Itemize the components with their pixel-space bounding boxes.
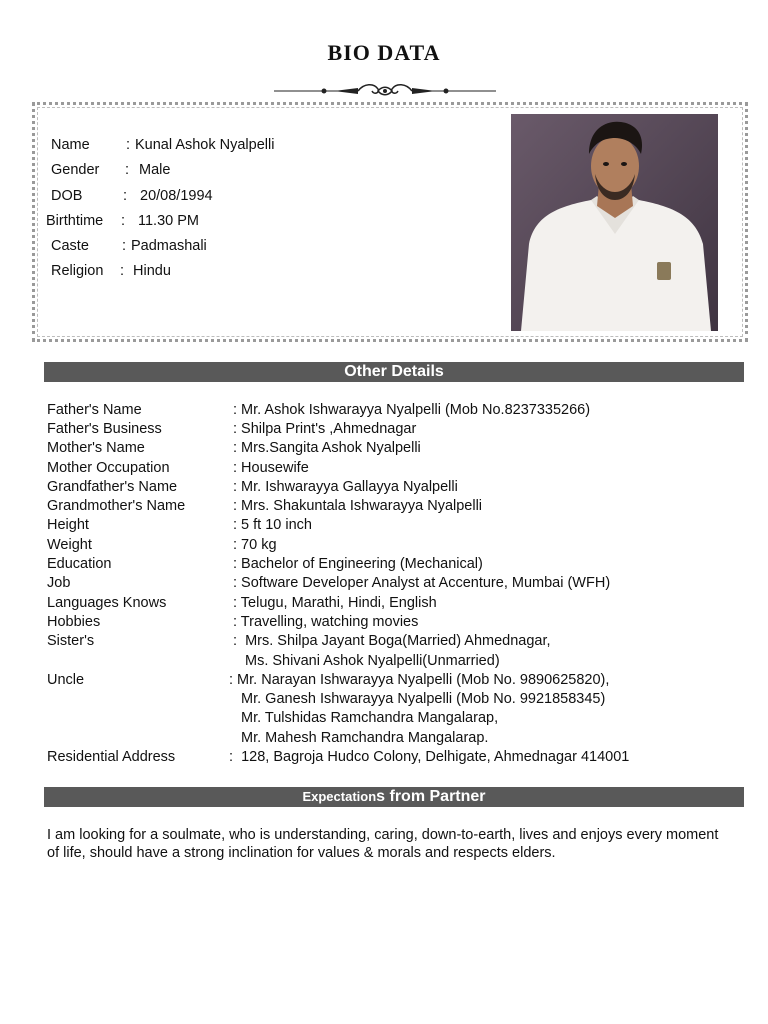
detail-label: Grandfather's Name — [47, 479, 178, 495]
detail-value: : 70 kg — [233, 537, 277, 553]
expectations-heading-part1: Expectation — [302, 789, 377, 804]
detail-value: : Mr. Ashok Ishwarayya Nyalpelli (Mob No.8237335266) — [233, 402, 591, 418]
detail-label: Height — [47, 517, 89, 533]
detail-label: Mother's Name — [47, 440, 145, 456]
detail-value: : Bachelor of Engineering (Mechanical) — [233, 556, 483, 572]
detail-value: : Shilpa Print's ,Ahmednagar — [233, 421, 417, 437]
profile-photo — [511, 114, 718, 331]
personal-caste-value: Padmashali — [131, 238, 207, 254]
ornamental-divider-icon — [274, 80, 496, 102]
personal-name-value: Kunal Ashok Nyalpelli — [135, 137, 275, 153]
personal-gender-value: Male — [139, 162, 171, 178]
detail-value: : Housewife — [233, 460, 309, 476]
personal-name-label: Name — [51, 137, 90, 153]
uncle-label: Uncle — [47, 672, 85, 688]
sisters-line: Ms. Shivani Ashok Nyalpelli(Unmarried) — [245, 653, 500, 669]
personal-birthtime-label: Birthtime — [46, 213, 104, 229]
detail-label: Hobbies — [47, 614, 101, 630]
uncle-line: Mr. Tulshidas Ramchandra Mangalarap, — [241, 710, 499, 726]
personal-dob-label: DOB — [51, 188, 83, 204]
detail-label: Mother Occupation — [47, 460, 170, 476]
personal-religion-value: Hindu — [133, 263, 171, 279]
detail-value: : Software Developer Analyst at Accenture, Mumbai (WFH) — [233, 575, 611, 591]
detail-value: : Telugu, Marathi, Hindi, English — [233, 595, 437, 611]
sisters-line: : Mrs. Shilpa Jayant Boga(Married) Ahmednagar, — [233, 633, 551, 649]
personal-religion-sep: : — [120, 263, 125, 279]
detail-label: Father's Name — [47, 402, 142, 418]
personal-gender-label: Gender — [51, 162, 100, 178]
detail-label: Languages Knows — [47, 595, 167, 611]
personal-caste-label: Caste — [51, 238, 89, 254]
other-details-heading: Other Details — [44, 362, 744, 382]
personal-birthtime-sep: : — [121, 213, 126, 229]
detail-value: : Mrs.Sangita Ashok Nyalpelli — [233, 440, 421, 456]
uncle-line: : Mr. Narayan Ishwarayya Nyalpelli (Mob No. 9890625820), — [229, 672, 610, 688]
expectations-heading-part2: s from Partner — [376, 788, 486, 805]
detail-value: : Travelling, watching movies — [233, 614, 419, 630]
personal-gender-sep: : — [125, 162, 130, 178]
uncle-line: Mr. Ganesh Ishwarayya Nyalpelli (Mob No. 9921858345) — [241, 691, 606, 707]
detail-value: : Mrs. Shakuntala Ishwarayya Nyalpelli — [233, 498, 483, 514]
detail-label: Education — [47, 556, 112, 572]
personal-dob-sep: : — [123, 188, 128, 204]
personal-name-sep: : — [126, 137, 131, 153]
detail-label: Father's Business — [47, 421, 162, 437]
detail-label: Weight — [47, 537, 92, 553]
sisters-label: Sister's — [47, 633, 95, 649]
address-label: Residential Address — [47, 749, 176, 765]
page-title: BIO DATA — [327, 40, 441, 65]
personal-birthtime-value: 11.30 PM — [138, 213, 199, 229]
detail-value: : 5 ft 10 inch — [233, 517, 312, 533]
detail-value: : Mr. Ishwarayya Gallayya Nyalpelli — [233, 479, 458, 495]
expectations-text: I am looking for a soulmate, who is understanding, caring, down-to-earth, lives and enjoys every moment of life, should have a strong inclination for values & morals and respects elders. — [47, 827, 719, 861]
personal-religion-label: Religion — [51, 263, 104, 279]
detail-label: Grandmother's Name — [47, 498, 186, 514]
expectations-heading — [44, 787, 744, 807]
personal-caste-sep: : — [122, 238, 127, 254]
uncle-line: Mr. Mahesh Ramchandra Mangalarap. — [241, 730, 489, 746]
detail-label: Job — [47, 575, 71, 591]
personal-dob-value: 20/08/1994 — [140, 188, 213, 204]
address-value: : 128, Bagroja Hudco Colony, Delhigate, Ahmednagar 414001 — [229, 749, 630, 765]
